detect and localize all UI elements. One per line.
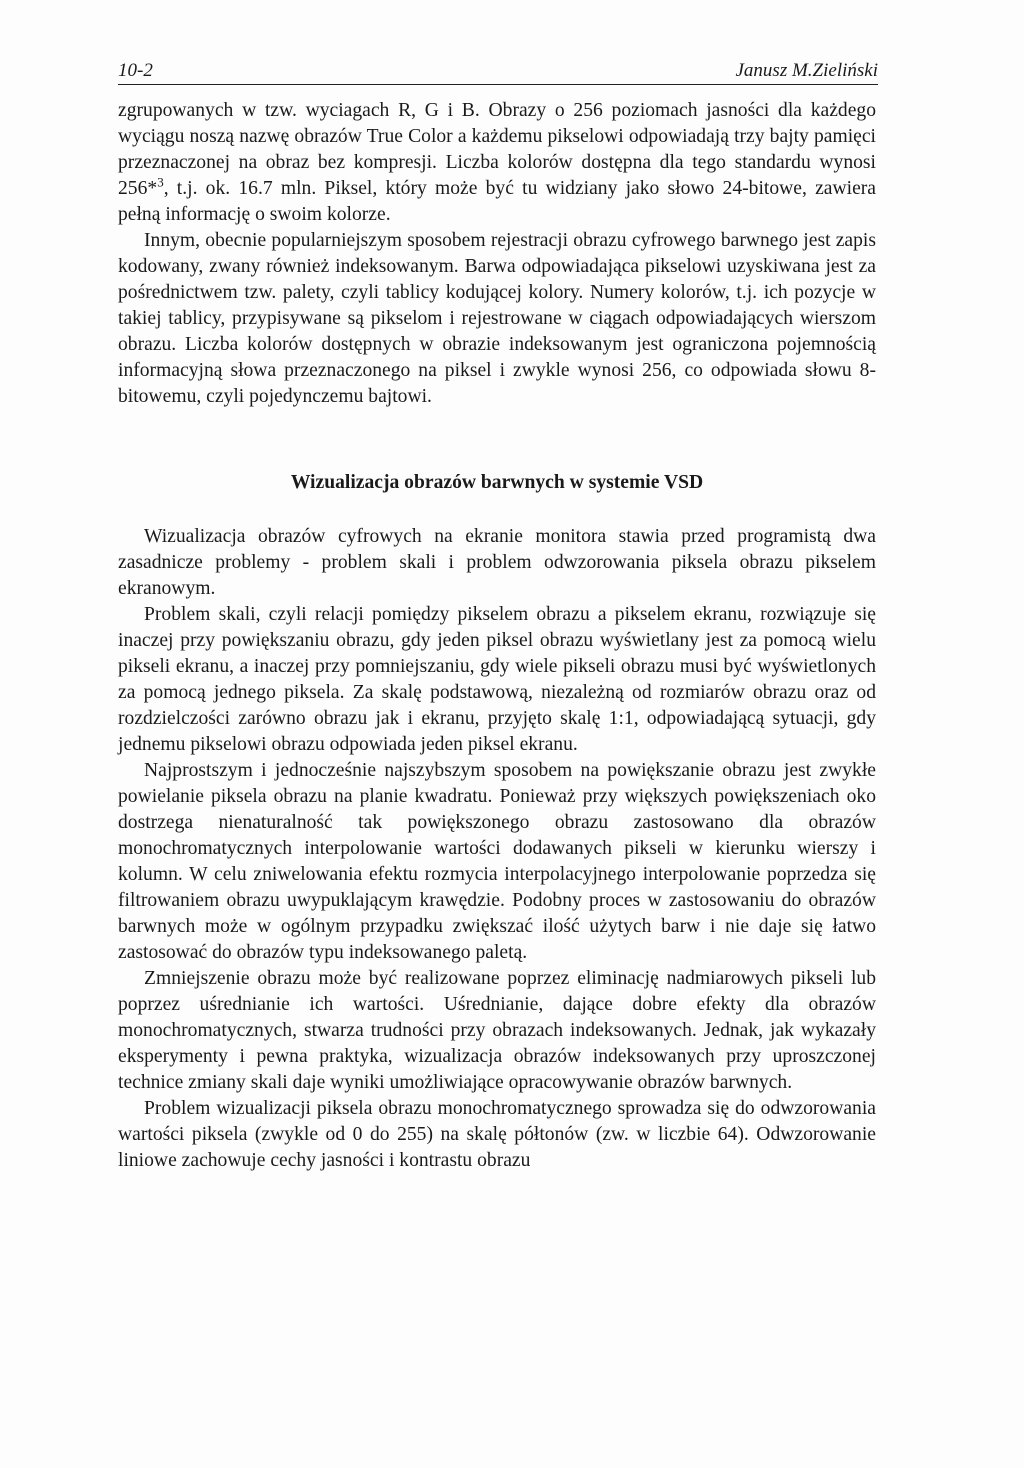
body-text [118,98,876,1174]
paragraph-1 [118,98,876,228]
exponent: 3 [157,174,164,190]
section-heading: Wizualizacja obrazów barwnych w systemie VSD [290,472,704,493]
paragraph-1-text-b: , t.j. ok. 16.7 mln. Piksel, który może być tu widziany jako słowo 24-bitowe, zawiera pełną informację o swoim kolorze. [118,178,876,225]
paragraph-3: Wizualizacja obrazów cyfrowych na ekranie monitora stawia przed programistą dwa zasadnicze problemy - problem skali i problem odwzorowania piksela obrazu pikselem ekranowym. [118,526,876,599]
paragraph-5: Najprostszym i jednocześnie najszybszym sposobem na powiększanie obrazu jest zwykłe powielanie piksela obrazu na planie kwadratu. Ponieważ przy większych powiększeniach oko dostrzega nienaturalność tak powiększonego obrazu zastosowano dla obrazów monochromatycznych interpolowanie wartości dodawanych pikseli w kierunku wierszy i kolumn. W celu zniwelowania efektu rozmycia interpolacyjnego interpolowanie poprzedza się filtrowaniem obrazu uwypuklającym krawędzie. Podobny proces w zastosowaniu do obrazów barwnych może w ogólnym przypadku zwiększać ilość użytych barw i nie daje się łatwo zastosować do obrazów typu indeksowanego paletą. [118,760,876,963]
paragraph-1-text-a: zgrupowanych w tzw. wyciagach R, G i B. Obrazy o 256 poziomach jasności dla każdego wyciągu noszą nazwę obrazów True Color a każdemu pikselowi odpowiadają trzy bajty pamięci przeznaczonej na obraz bez kompresji. Liczba kolorów dostępna dla tego standardu wynosi 256* [118,100,876,199]
paragraph-4: Problem skali, czyli relacji pomiędzy pikselem obrazu a pikselem ekranu, rozwiązuje się inaczej przy powiększaniu obrazu, gdy jeden piksel obrazu wyświetlany jest za pomocą wielu pikseli ekranu, a inaczej przy pomniejszaniu, gdy wiele pikseli obrazu musi być wyświetlonych za pomocą jednego piksela. Za skalę podstawową, niezależną od rozmiarów obrazu oraz od rozdzielczości zarówno obrazu jak i ekranu, przyjęto skalę 1:1, odpowiadającą sytuacji, gdy jednemu pikselowi obrazu odpowiada jeden piksel ekranu. [118,604,876,755]
page-number: 10-2 [118,60,153,81]
paragraph-7: Problem wizualizacji piksela obrazu monochromatycznego sprowadza się do odwzorowania wartości piksela (zwykle od 0 do 255) na skalę półtonów (zw. w liczbie 64). Odwzorowanie liniowe zachowuje cechy jasności i kontrastu obrazu [118,1098,876,1171]
paragraph-6: Zmniejszenie obrazu może być realizowane poprzez eliminację nadmiarowych pikseli lub poprzez uśrednianie ich wartości. Uśrednianie, dające dobre efekty dla obrazów monochromatycznych, stwarza trudności przy obrazach indeksowanych. Jednak, jak wykazały eksperymenty i pewna praktyka, wizualizacja obrazów indeksowanych przy uproszczonej technice zmiany skali daje wyniki umożliwiające opracowywanie obrazów barwnych. [118,968,876,1093]
paragraph-2: Innym, obecnie popularniejszym sposobem rejestracji obrazu cyfrowego barwnego jest zapis kodowany, zwany również indeksowanym. Barwa odpowiadająca pikselowi uzyskiwana jest za pośrednictwem tzw. palety, czyli tablicy kodującej kolory. Numery kolorów, t.j. ich pozycje w takiej tablicy, przypisywane są pikselom i rejestrowane w ciągach odpowiadających wierszom obrazu. Liczba kolorów dostępnych w obrazie indeksowanym jest ograniczona pojemnością informacyjną słowa przeznaczonego na piksel i zwykle wynosi 256, co odpowiada słowu 8-bitowemu, czyli pojedynczemu bajtowi. [118,230,876,407]
running-author: Janusz M.Zieliński [735,60,878,81]
running-header [118,58,878,85]
